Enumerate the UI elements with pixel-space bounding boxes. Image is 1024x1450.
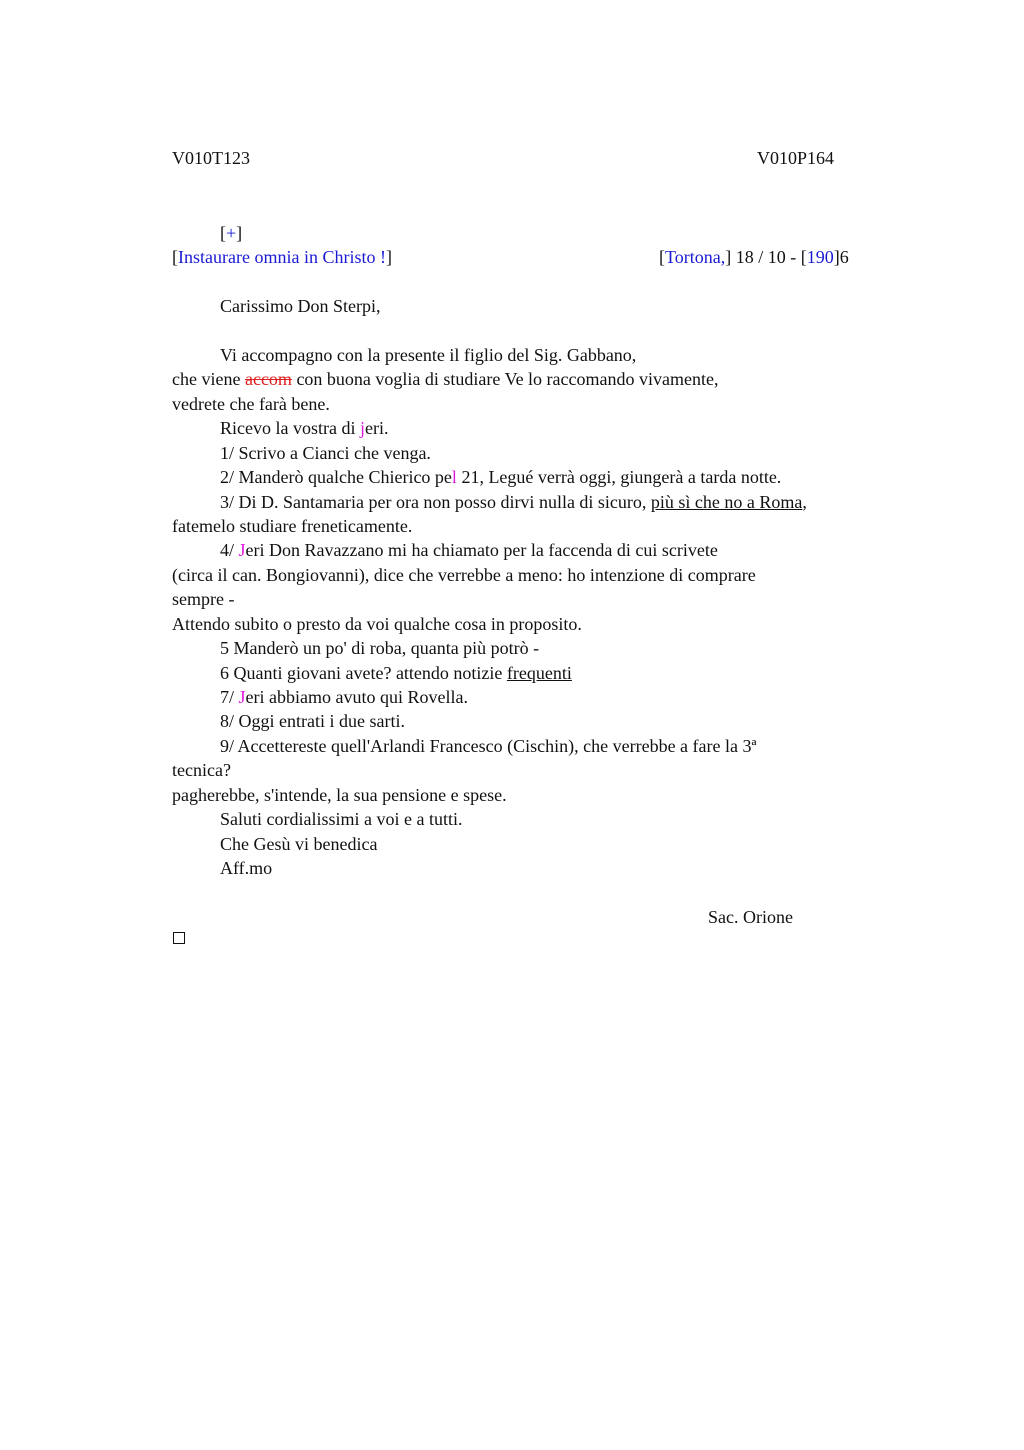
body-line: che viene accom con buona voglia di studiare Ve lo raccomando vivamente, [172,369,719,389]
list-item-2: 2/ Manderò qualche Chierico pel 21, Legué verrà oggi, giungerà a tarda notte. [220,467,782,487]
deleted-word: accom [244,369,292,389]
cross-mark: [+] [220,223,243,243]
list-item-5: 5 Manderò un po' di roba, quanta più potrò - [220,638,540,658]
list-item-7: 7/ Jeri abbiamo avuto qui Rovella. [220,687,468,707]
body-line: (circa il can. Bongiovanni), dice che verrebbe a meno: ho intenzione di comprare [172,565,756,585]
body-line: fatemelo studiare freneticamente. [172,516,413,536]
body-line: Vi accompagno con la presente il figlio del Sig. Gabbano, [220,345,637,365]
body-line: tecnica? [172,760,231,780]
closing-aff: Aff.mo [220,858,273,878]
closing-greeting: Saluti cordialissimi a voi e a tutti. [220,809,463,829]
body-line: sempre - [172,589,235,609]
signature: Sac. Orione [708,907,793,927]
list-item-6: 6 Quanti giovani avete? attendo notizie frequenti [220,663,572,683]
salutation: Carissimo Don Sterpi, [220,296,381,316]
dateline: [Tortona,] 18 / 10 - [190]6 [659,247,849,267]
end-square-icon [173,932,185,944]
list-item-3: 3/ Di D. Santamaria per ora non posso dirvi nulla di sicuro, più sì che no a Roma, [220,492,807,512]
body-line: Attendo subito o presto da voi qualche cosa in proposito. [172,614,582,634]
body-line: Ricevo la vostra di jeri. [220,418,389,438]
list-item-8: 8/ Oggi entrati i due sarti. [220,711,405,731]
list-item-4: 4/ Jeri Don Ravazzano mi ha chiamato per la faccenda di cui scrivete [220,540,718,560]
body-line: pagherebbe, s'intende, la sua pensione e spese. [172,785,507,805]
header-right-code: V010P164 [757,148,835,168]
body-line: vedrete che farà bene. [172,394,330,414]
list-item-9: 9/ Accettereste quell'Arlandi Francesco (Cischin), che verrebbe a fare la 3ª [220,736,757,756]
closing-blessing: Che Gesù vi benedica [220,834,378,854]
list-item-1: 1/ Scrivo a Cianci che venga. [220,443,431,463]
motto: [Instaurare omnia in Christo !] [172,247,392,267]
header-left-code: V010T123 [172,148,250,168]
